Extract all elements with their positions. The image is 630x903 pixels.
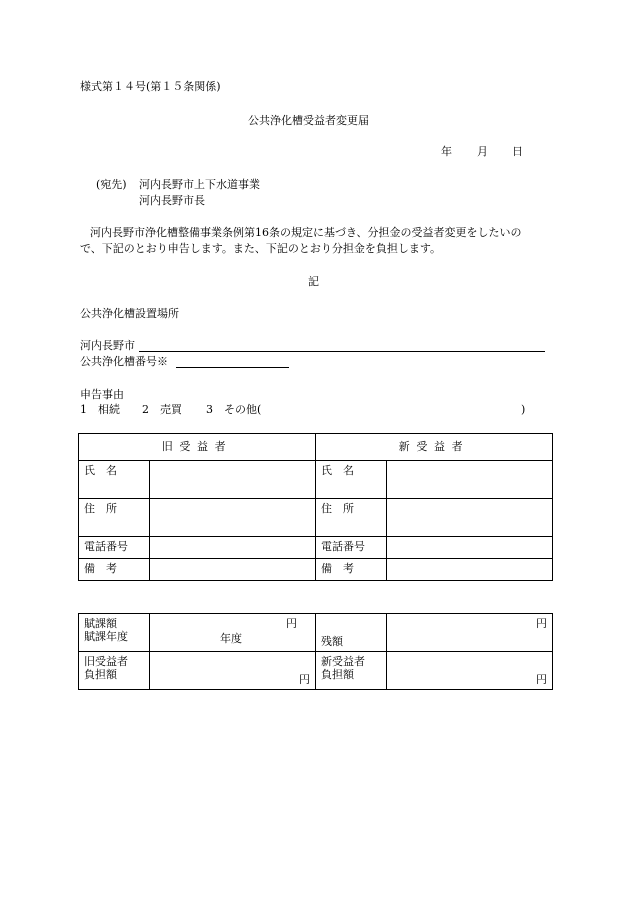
- assessment-nendo-unit: 年度: [220, 632, 242, 645]
- new-address-label: 住 所: [316, 499, 387, 537]
- new-burden-field[interactable]: [387, 652, 553, 690]
- addressee-prefix: (宛先): [96, 178, 127, 191]
- new-burden-label-cell: [316, 652, 387, 690]
- page-title: 公共浄化槽受益者変更届: [248, 114, 369, 127]
- new-phone-field[interactable]: [387, 537, 553, 559]
- reason-close-paren: ): [521, 403, 526, 416]
- old-burden-label-1: 旧受益者: [84, 655, 128, 668]
- old-remarks-field[interactable]: [150, 559, 316, 581]
- assessment-amount-label: 賦課額: [84, 617, 117, 630]
- remaining-label: 残額: [316, 614, 387, 652]
- old-burden-label-cell: [79, 652, 150, 690]
- new-name-field[interactable]: [387, 461, 553, 499]
- old-beneficiary-header: 旧受益者: [79, 434, 316, 461]
- addressee-line2: 河内長野市長: [139, 194, 205, 207]
- form-number: 様式第１４号(第１５条関係): [80, 80, 221, 93]
- new-name-label: 氏 名: [316, 461, 387, 499]
- location-address-field[interactable]: [139, 351, 545, 352]
- date-month-label: 月: [477, 145, 488, 158]
- date-day-label: 日: [512, 145, 523, 158]
- old-name-field[interactable]: [150, 461, 316, 499]
- old-burden-label-2: 負担額: [84, 668, 117, 682]
- reason-option-other[interactable]: 3 その他(: [206, 403, 262, 416]
- reason-option-sale[interactable]: 2 売買: [142, 403, 182, 416]
- assessment-label-cell: [79, 614, 150, 652]
- old-address-field[interactable]: [150, 499, 316, 537]
- assessment-year-label: 賦課年度: [84, 630, 128, 644]
- old-burden-field[interactable]: [150, 652, 316, 690]
- new-burden-label-2: 負担額: [321, 668, 354, 682]
- old-phone-field[interactable]: [150, 537, 316, 559]
- new-burden-label-1: 新受益者: [321, 655, 365, 668]
- remaining-field[interactable]: [387, 614, 553, 652]
- assessment-yen-unit: 円: [286, 617, 297, 630]
- addressee-line1: 河内長野市上下水道事業: [139, 178, 260, 191]
- assessment-field[interactable]: [150, 614, 316, 652]
- old-phone-label: 電話番号: [79, 537, 150, 559]
- city-label: 河内長野市: [80, 339, 135, 352]
- body-text-line1: 河内長野市浄化槽整備事業条例第16条の規定に基づき、分担金の受益者変更をしたいの: [90, 226, 522, 239]
- new-address-field[interactable]: [387, 499, 553, 537]
- old-burden-yen-unit: 円: [299, 672, 310, 686]
- date-year-label: 年: [441, 145, 452, 158]
- old-name-label: 氏 名: [79, 461, 150, 499]
- new-phone-label: 電話番号: [316, 537, 387, 559]
- burden-table: [78, 613, 553, 690]
- old-remarks-label: 備 考: [79, 559, 150, 581]
- septic-number-field[interactable]: [176, 367, 289, 368]
- body-text-line2: で、下記のとおり申告します。また、下記のとおり分担金を負担します。: [80, 242, 442, 255]
- reason-option-inheritance[interactable]: 1 相続: [80, 403, 120, 416]
- new-beneficiary-header: 新受益者: [316, 434, 553, 461]
- new-remarks-label: 備 考: [316, 559, 387, 581]
- ki-heading: 記: [308, 275, 319, 288]
- new-remarks-field[interactable]: [387, 559, 553, 581]
- septic-number-label: 公共浄化槽番号※: [80, 355, 168, 368]
- reason-heading: 申告事由: [80, 388, 124, 401]
- beneficiary-table: [78, 433, 553, 581]
- location-heading: 公共浄化槽設置場所: [80, 307, 179, 320]
- new-burden-yen-unit: 円: [536, 672, 547, 686]
- old-address-label: 住 所: [79, 499, 150, 537]
- remaining-yen-unit: 円: [536, 617, 547, 630]
